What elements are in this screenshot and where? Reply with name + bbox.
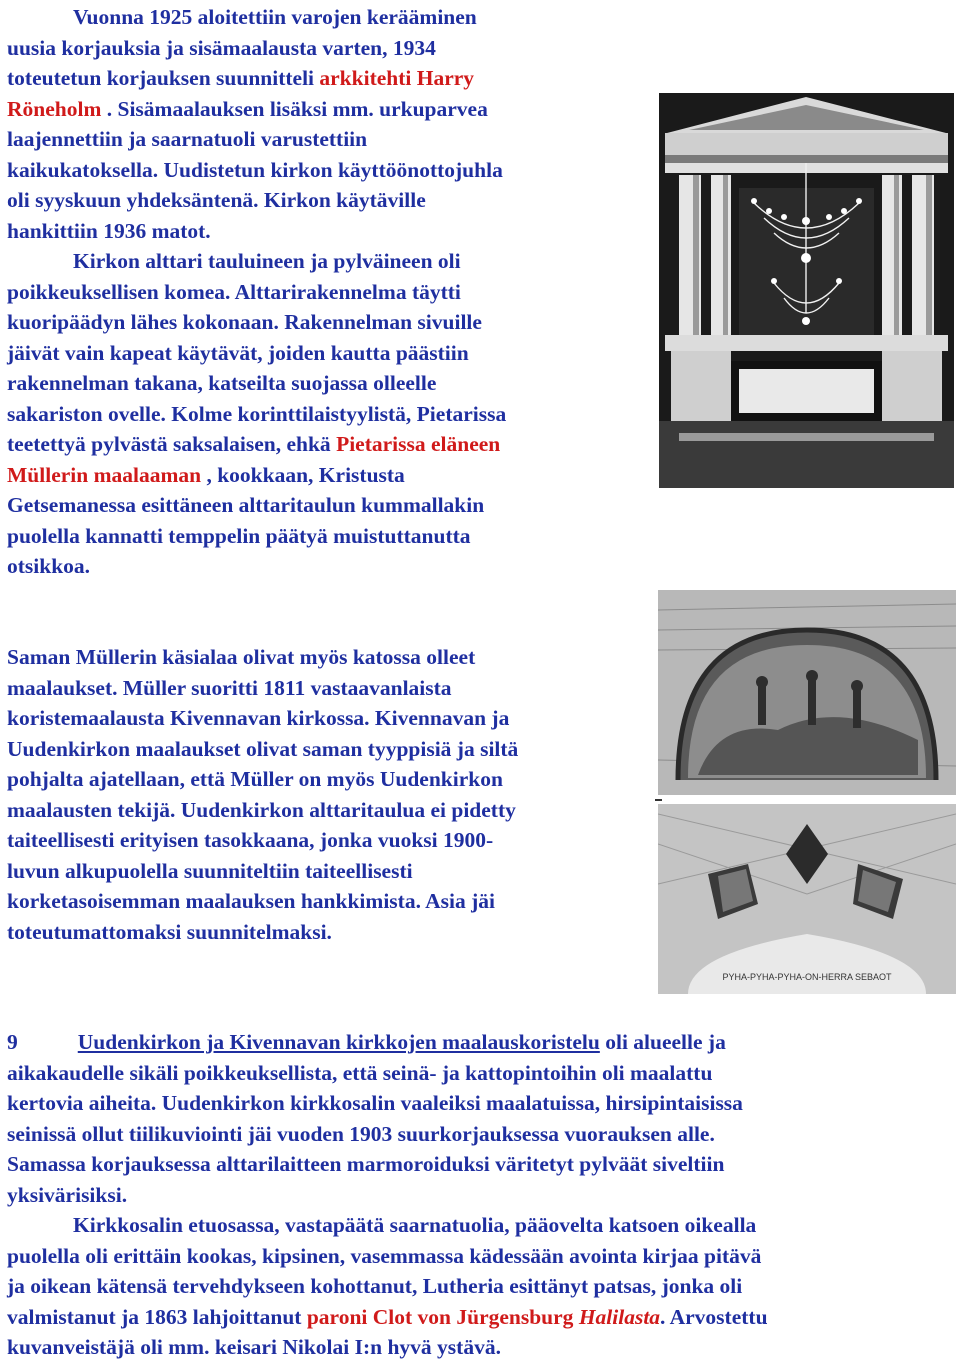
- text-line: seinissä ollut tiilikuviointi jäi vuoden 1903 suurkorjauksessa vuorauksen alle.: [7, 1121, 715, 1146]
- footnote-number: 9: [7, 1030, 18, 1054]
- text-line: kuvanveistäjä oli mm. keisari Nikolai I:n hyvä ystävä.: [7, 1335, 501, 1359]
- paragraph-1: [7, 2, 506, 582]
- text-line: jäivät vain kapeat käytävät, joiden kautta päästiin: [7, 340, 469, 365]
- text-line: ja oikean kätensä tervehdykseen kohottanut, Lutheria esittänyt patsas, jonka oli: [7, 1274, 743, 1298]
- ceiling-inscription-photo: [658, 804, 956, 994]
- text-line: puolella oli erittäin kookas, kipsinen, vasemmassa kädessään avointa kirjaa pitävä: [7, 1243, 762, 1268]
- text-line: sakariston ovelle. Kolme korinttilaistyylistä, Pietarissa: [7, 401, 507, 426]
- text-line: teetettyä pylvästä saksalaisen, ehkä Pietarissa eläneen: [7, 432, 501, 456]
- painter-note: Müllerin maalaaman: [7, 462, 202, 487]
- text-line: valmistanut ja 1863 lahjoittanut paroni Clot von Jürgensburg Halilasta. Arvostettu: [7, 1304, 768, 1329]
- architect-surname: Röneholm: [7, 96, 102, 121]
- paragraph-2: [7, 642, 518, 947]
- text-line: Müllerin maalaaman , kookkaan, Kristusta: [7, 462, 405, 487]
- text-line: Röneholm . Sisämaalauksen lisäksi mm. urkuparvea: [7, 96, 488, 121]
- text-line: koristemaalausta Kivennavan kirkossa. Kivennavan ja: [7, 706, 510, 730]
- text-line: Saman Müllerin käsialaa olivat myös katossa olleet: [7, 645, 476, 669]
- text-line: Kirkon alttari tauluineen ja pylväineen oli: [73, 249, 461, 273]
- donor-name: paroni Clot von Jürgensburg: [306, 1304, 574, 1329]
- text-line: rakennelman takana, katseilta suojassa olleelle: [7, 371, 437, 395]
- text-line: korketasoisemman maalauksen hankkimista. Asia jäi: [7, 889, 496, 913]
- text-line: uusia korjauksia ja sisämaalausta varten, 1934: [7, 35, 436, 60]
- ceiling-inscription: PYHA-PYHA-PYHA-ON-HERRA SEBAOT: [722, 972, 892, 982]
- text-line: puolella kannatti temppelin päätyä muistuttanutta: [7, 523, 471, 548]
- donor-origin: Halilasta: [578, 1304, 661, 1329]
- painter-note: Pietarissa eläneen: [336, 432, 501, 456]
- text-line: kuoripäädyn lähes kokonaan. Rakennelman sivuille: [7, 310, 482, 334]
- text-line: kertovia aiheita. Uudenkirkon kirkkosalin vaaleiksi maalatuissa, hirsipintaisissa: [7, 1091, 743, 1115]
- text-line: laajennettiin ja saarnatuoli varustettiin: [7, 127, 368, 151]
- ceiling-painting-photo: [658, 590, 956, 795]
- paragraph-3: [7, 1027, 768, 1363]
- text-line: Kirkkosalin etuosassa, vastapäätä saarnatuolia, pääovelta katsoen oikealla: [73, 1213, 757, 1237]
- text-line: taiteellisesti erityisen tasokkaana, jonka vuoksi 1900-: [7, 828, 494, 852]
- text-line: hankittiin 1936 matot.: [7, 218, 211, 243]
- text-line: otsikkoa.: [7, 554, 91, 578]
- text-line: poikkeuksellisen komea. Alttarirakennelma täytti: [7, 279, 461, 304]
- text-line: Uudenkirkon maalaukset olivat saman tyyppisiä ja siltä: [7, 736, 519, 761]
- text-line: Vuonna 1925 aloitettiin varojen kerääminen: [73, 5, 477, 29]
- text-line: maalausten tekijä. Uudenkirkon alttaritaulua ei pidetty: [7, 797, 516, 822]
- text-line: Getsemanessa esittäneen alttaritaulun kummallakin: [7, 493, 485, 517]
- stray-mark: [655, 799, 662, 801]
- text-line: toteutumattomaksi suunnitelmaksi.: [7, 919, 332, 944]
- text-line: 9 Uudenkirkon ja Kivennavan kirkkojen maalauskoristelu oli alueelle ja: [7, 1030, 726, 1054]
- text-line: oli syyskuun yhdeksäntenä. Kirkon käytäville: [7, 188, 426, 212]
- architect-name: arkkitehti Harry: [319, 66, 475, 90]
- altar-photo: [659, 93, 954, 488]
- heading-link[interactable]: Uudenkirkon ja Kivennavan kirkkojen maalauskoristelu: [77, 1030, 600, 1054]
- text-line: pohjalta ajatellaan, että Müller on myös Uudenkirkon: [7, 767, 503, 791]
- text-line: maalaukset. Müller suoritti 1811 vastaavanlaista: [7, 675, 452, 700]
- text-line: luvun alkupuolella suunniteltiin taiteellisesti: [7, 858, 413, 883]
- text-line: aikakaudelle sikäli poikkeuksellista, että seinä- ja kattopintoihin oli maalattu: [7, 1060, 713, 1085]
- text-line: kaikukatoksella. Uudistetun kirkon käyttöönottojuhla: [7, 157, 503, 182]
- text-line: yksivärisiksi.: [7, 1182, 128, 1207]
- text-line: toteutetun korjauksen suunnitteli arkkitehti Harry: [7, 66, 475, 90]
- text-line: Samassa korjauksessa alttarilaitteen marmoroiduksi väritetyt pylväät siveltiin: [7, 1152, 725, 1176]
